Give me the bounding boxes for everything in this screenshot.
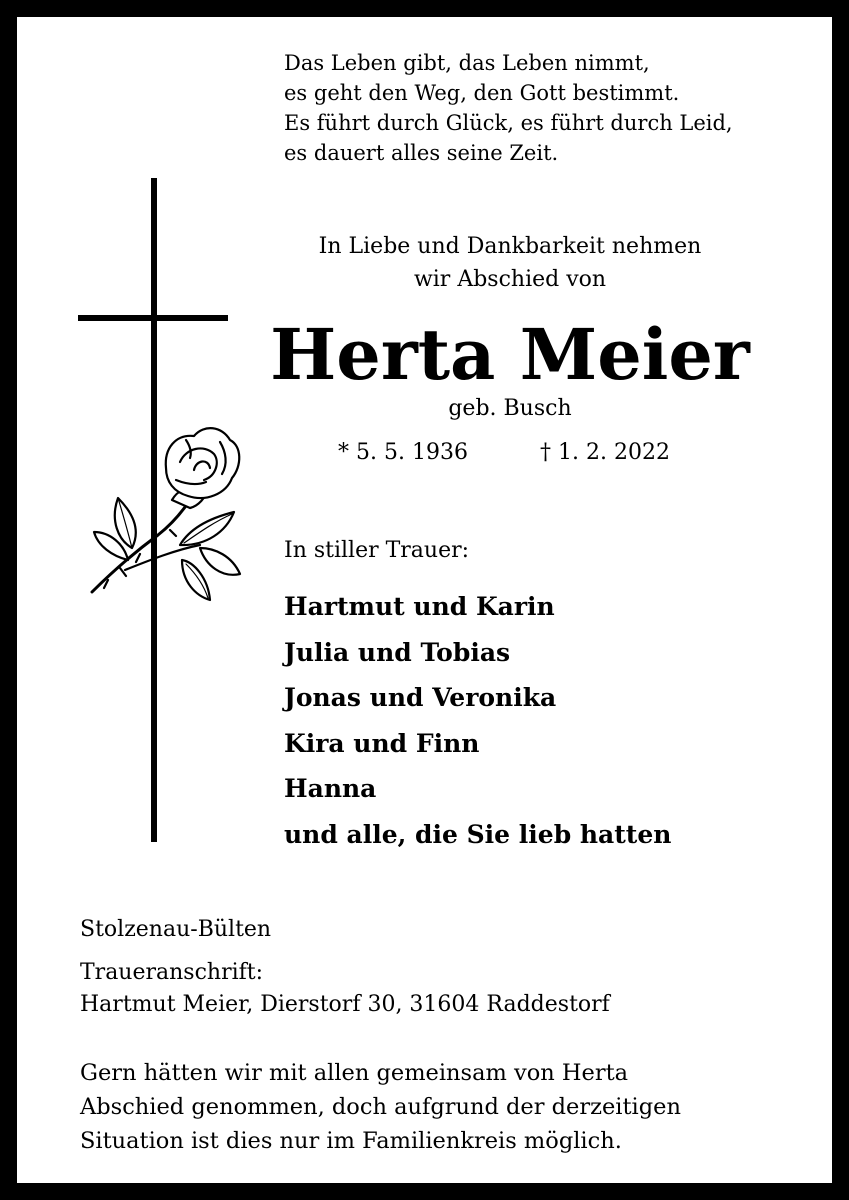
poem-line: es dauert alles seine Zeit. bbox=[284, 141, 559, 165]
mourner-entry: und alle, die Sie lieb hatten bbox=[284, 819, 672, 849]
mourners-list bbox=[284, 584, 804, 857]
cross-icon bbox=[78, 178, 228, 842]
address-label: Traueranschrift: bbox=[80, 960, 264, 985]
mourners-label: In stiller Trauer: bbox=[284, 538, 470, 563]
farewell-intro bbox=[270, 230, 750, 296]
mourner-entry: Julia und Tobias bbox=[284, 637, 511, 667]
closing-note bbox=[80, 1056, 780, 1158]
note-line: Abschied genommen, doch aufgrund der derzeitigen bbox=[80, 1094, 681, 1120]
mourner-entry: Hanna bbox=[284, 774, 377, 803]
mourner-entry: Hartmut und Karin bbox=[284, 592, 555, 621]
poem-line: es geht den Weg, den Gott bestimmt. bbox=[284, 81, 680, 105]
address-value: Hartmut Meier, Dierstorf 30, 31604 Raddestorf bbox=[80, 992, 610, 1017]
location: Stolzenau-Bülten bbox=[80, 917, 272, 942]
mourning-address bbox=[80, 957, 610, 1021]
poem-line: Es führt durch Glück, es führt durch Leid, bbox=[284, 111, 733, 135]
birth-date: * 5. 5. 1936 bbox=[338, 440, 468, 465]
deceased-name: Herta Meier bbox=[270, 313, 750, 396]
intro-line-1: In Liebe und Dankbarkeit nehmen bbox=[318, 234, 702, 259]
poem-line: Das Leben gibt, das Leben nimmt, bbox=[284, 51, 650, 75]
mourner-entry: Kira und Finn bbox=[284, 728, 480, 758]
note-line: Situation ist dies nur im Familienkreis möglich. bbox=[80, 1128, 622, 1154]
death-date: † 1. 2. 2022 bbox=[540, 440, 670, 465]
mourner-entry: Jonas und Veronika bbox=[284, 683, 557, 712]
intro-line-2: wir Abschied von bbox=[413, 267, 607, 292]
rose-icon bbox=[92, 428, 240, 600]
birth-name: geb. Busch bbox=[448, 396, 572, 421]
poem bbox=[284, 48, 804, 168]
note-line: Gern hätten wir mit allen gemeinsam von Herta bbox=[80, 1060, 629, 1086]
